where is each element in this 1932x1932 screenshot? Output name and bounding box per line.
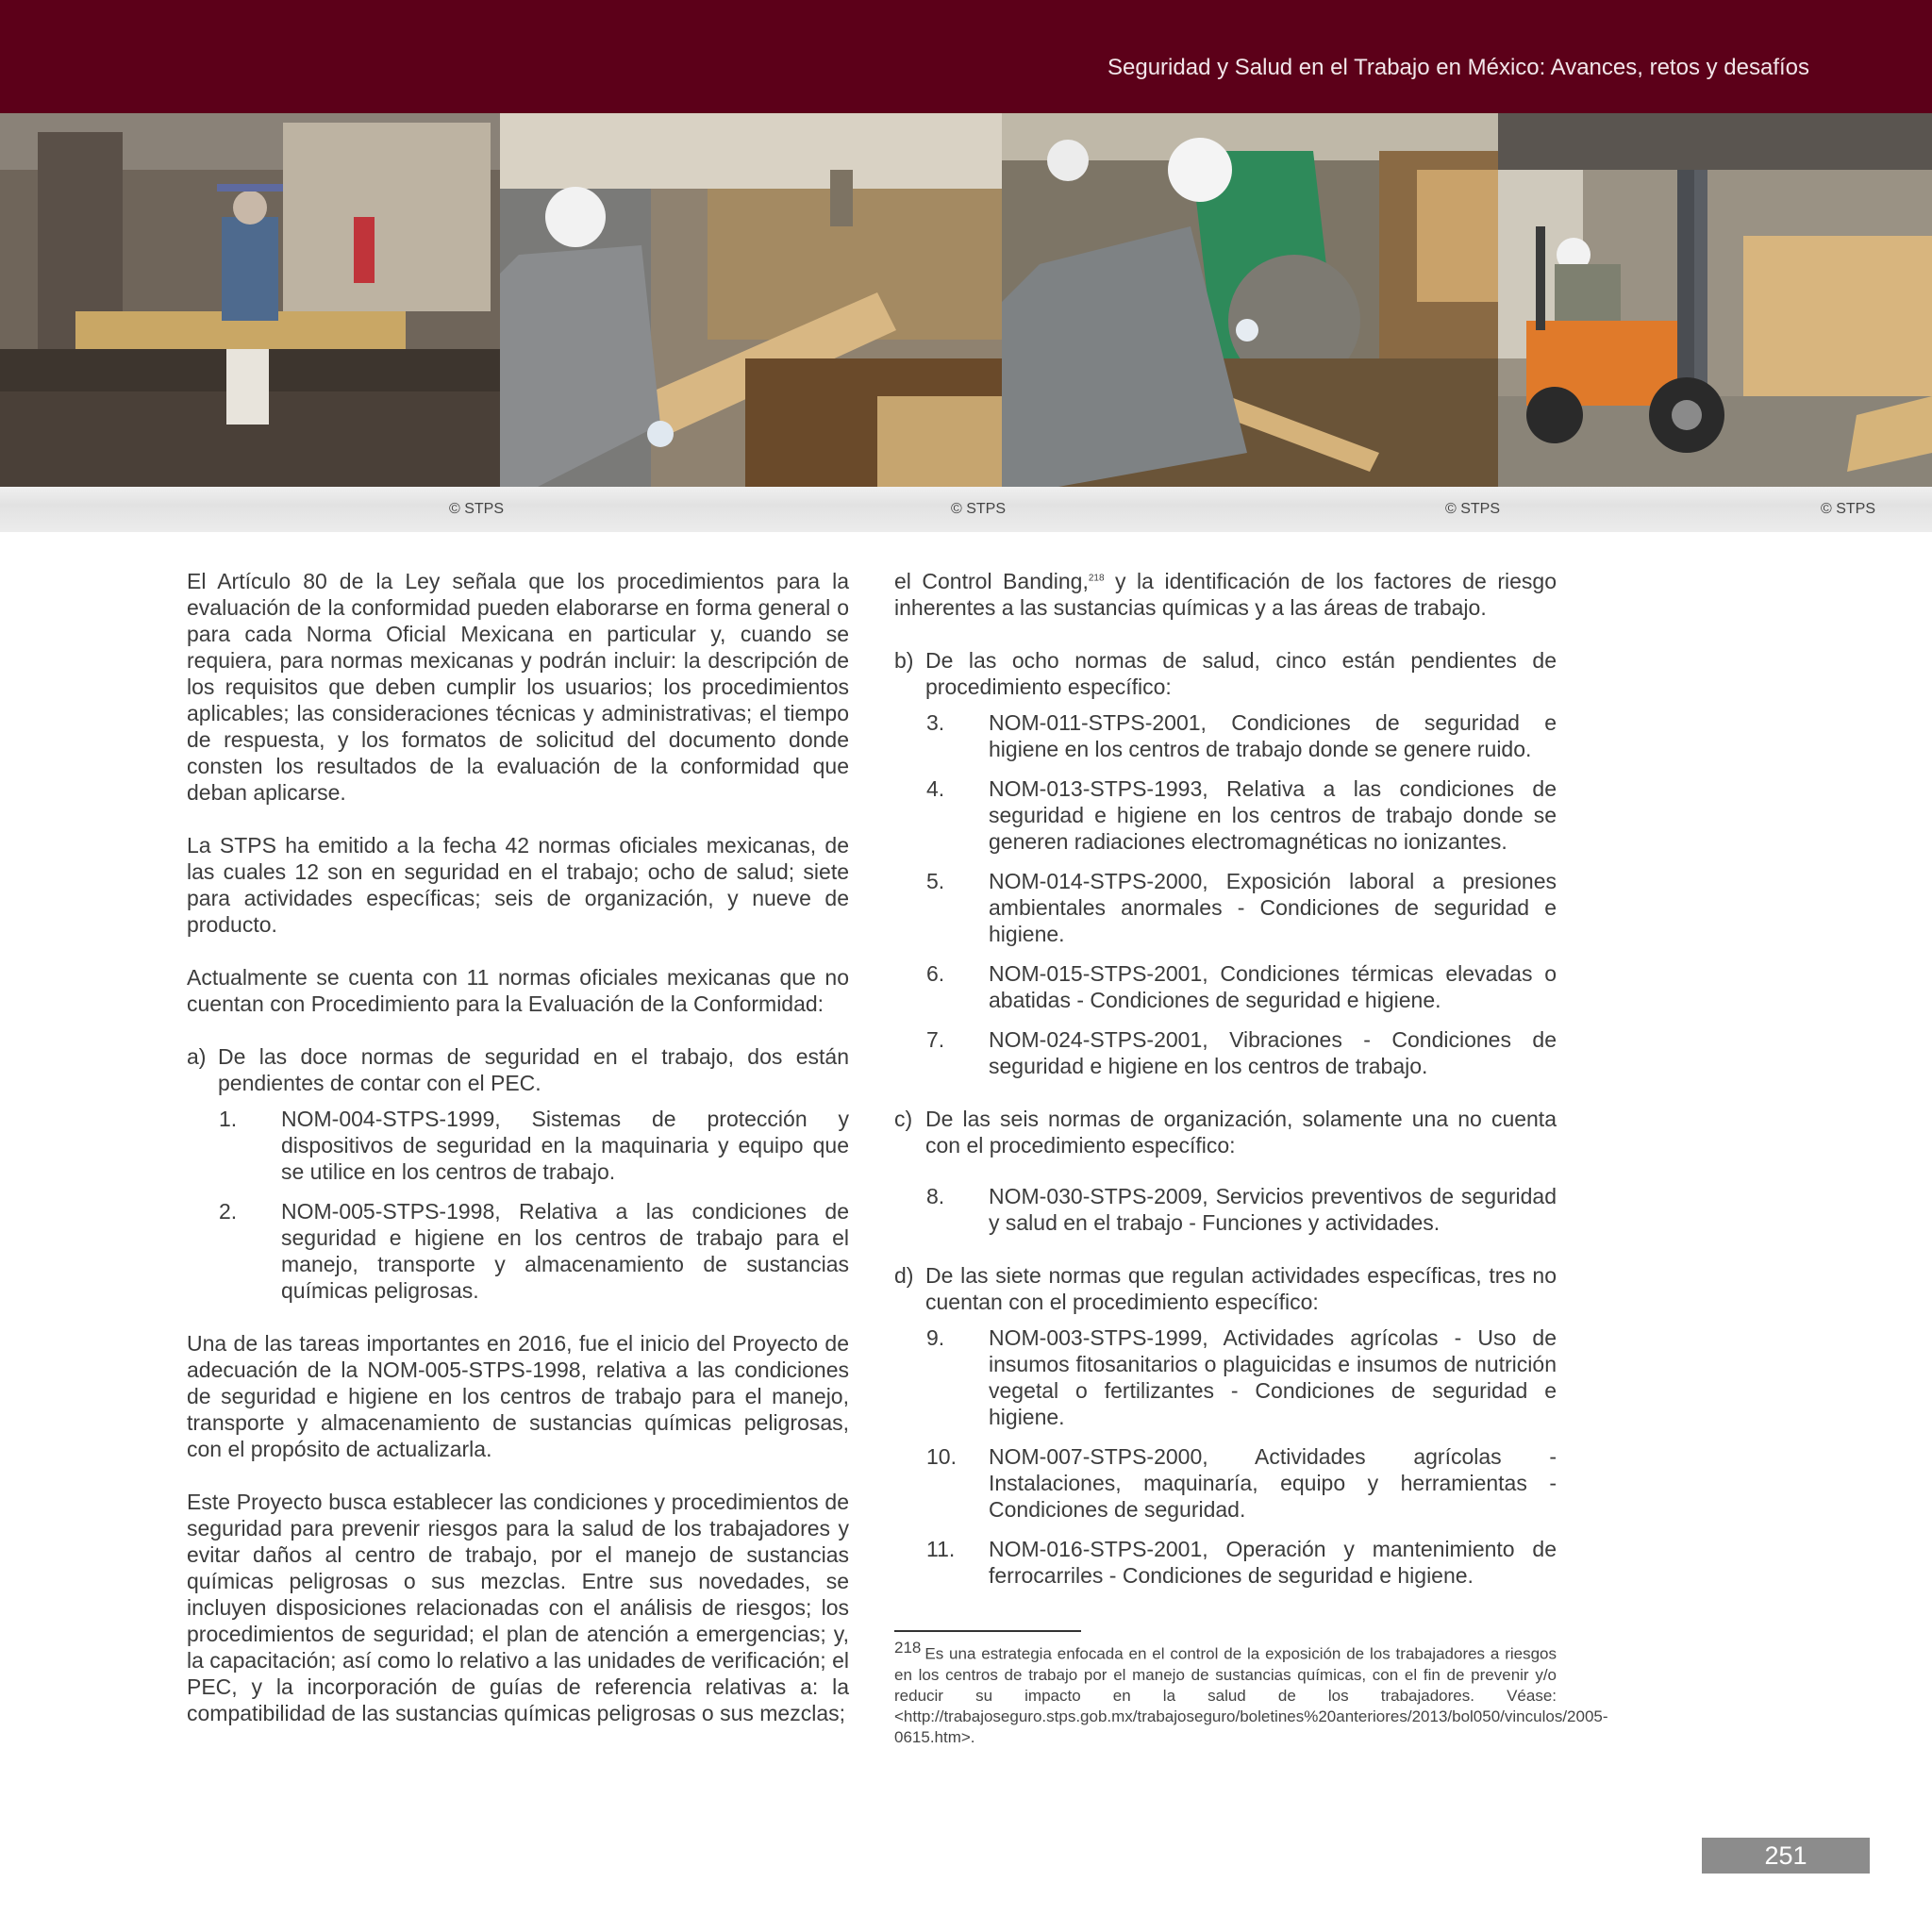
list-c-intro (894, 1106, 1557, 1158)
paragraph: Actualmente se cuenta con 11 normas oficiales mexicanas que no cuentan con Procedimiento para la Evaluación de la Conformidad: (187, 965, 849, 1016)
photo-credit: © STPS (951, 501, 1007, 517)
right-column (894, 568, 1557, 1602)
photo-credit: © STPS (449, 501, 505, 517)
list-item-number: 7. (926, 1027, 945, 1052)
footnote-number: 218 (894, 1639, 922, 1657)
list-letter: b) (894, 648, 914, 673)
list-item-text: NOM-003-STPS-1999, Actividades agrícolas - Uso de insumos fitosanitarios o plaguicidas e insumos de nutrición vegetal o fertilizantes - Condiciones de seguridad e higiene. (989, 1325, 1557, 1429)
list-item-number: 10. (926, 1444, 957, 1469)
list-item-text: NOM-004-STPS-1999, Sistemas de protección y dispositivos de seguridad en la maquinaria y equipo que se utilice en los centros de trabajo. (281, 1107, 849, 1184)
footnote-text: Es una estrategia enfocada en el control de la exposición de los trabajadores a riesgos en los centros de trabajo por el manejo de sustancias químicas, con el fin de prevenir y/o reducir su impacto en la salud de los trabajadores. Véase: <http://trabajoseguro.stps.gob.mx/trabajoseguro/boletines%20anteriores/2013/bol050/vinculos/2005-0615.htm>. (894, 1644, 1608, 1746)
paragraph: El Artículo 80 de la Ley señala que los procedimientos para la evaluación de la conformidad pueden elaborarse en forma general o para cada Norma Oficial Mexicana en particular y, cuando se requiera, para normas mexicanas y podrán incluir: la descripción de los requisitos que deben cumplir los usuarios; los procedimientos aplicables; las consideraciones técnicas y administrativas; el tiempo de respuesta, y los formatos de solicitud del documento donde consten los resultados de la evaluación de la conformidad que deban aplicarse. (187, 569, 849, 805)
paragraph: Este Proyecto busca establecer las condiciones y procedimientos de seguridad para prevenir riesgos para la salud de los trabajadores y evitar daños al centro de trabajo, por el manejo de sustancias químicas peligrosas o sus mezclas. Entre sus novedades, se incluyen disposiciones relacionadas con el análisis de riesgos; los procedimientos de seguridad; el plan de atención a emergencias; y, la capacitación; así como lo relativo a las unidades de verificación; el PEC, y la incorporación de guías de referencia relativas a: la compatibilidad de las sustancias químicas peligrosas o sus mezclas; (187, 1490, 849, 1725)
header-band (0, 0, 1932, 113)
list-item-number: 4. (926, 776, 945, 801)
paragraph: Una de las tareas importantes en 2016, fue el inicio del Proyecto de adecuación de la NOM-005-STPS-1998, relativa a las condiciones de seguridad e higiene en los centros de trabajo para el manejo, transporte y almacenamiento de sustancias químicas peligrosas, con el propósito de actualizarla. (187, 1331, 849, 1461)
list-item-text: NOM-024-STPS-2001, Vibraciones - Condiciones de seguridad e higiene en los centros de trabajo. (989, 1027, 1557, 1078)
list-item (894, 960, 1557, 1013)
list-item-number: 8. (926, 1184, 945, 1208)
footnote-divider (894, 1630, 1081, 1632)
list-item-text: NOM-015-STPS-2001, Condiciones térmicas elevadas o abatidas - Condiciones de seguridad e higiene. (989, 961, 1557, 1012)
list-item (894, 868, 1557, 947)
list-item-text: NOM-005-STPS-1998, Relativa a las condiciones de seguridad e higiene en los centros de trabajo para el manejo, transporte y almacenamiento de sustancias químicas peligrosas. (281, 1199, 849, 1303)
list-item-text: NOM-014-STPS-2000, Exposición laboral a presiones ambientales anormales - Condiciones de seguridad e higiene. (989, 869, 1557, 946)
list-b-intro (894, 647, 1557, 700)
list-item-text: NOM-013-STPS-1993, Relativa a las condiciones de seguridad e higiene en los centros de trabajo donde se generen radiaciones electromagnéticas no ionizantes. (989, 776, 1557, 854)
photo-forklift (1498, 113, 1932, 487)
photo-strip (0, 113, 1932, 487)
page-number: 251 (1764, 1841, 1807, 1870)
left-column (187, 568, 849, 1753)
list-item-text: NOM-030-STPS-2009, Servicios preventivos de seguridad y salud en el trabajo - Funciones y actividades. (989, 1184, 1557, 1235)
photo-credit: © STPS (1445, 501, 1501, 517)
list-item (894, 1536, 1557, 1589)
list-d-intro (894, 1262, 1557, 1315)
page-number-box (1702, 1838, 1870, 1874)
list-item (894, 709, 1557, 762)
list-item-text: NOM-007-STPS-2000, Actividades agrícolas - Instalaciones, maquinaría, equipo y herramientas - Condiciones de seguridad. (989, 1444, 1557, 1522)
list-item-number: 2. (219, 1199, 238, 1224)
list-item-text: NOM-016-STPS-2001, Operación y mantenimiento de ferrocarriles - Condiciones de seguridad e higiene. (989, 1537, 1557, 1588)
photo-worker-timber (500, 113, 1002, 487)
list-item-number: 5. (926, 869, 945, 893)
list-item-number: 1. (219, 1107, 238, 1131)
list-intro-text: De las ocho normas de salud, cinco están pendientes de procedimiento específico: (925, 648, 1557, 699)
list-item (187, 1198, 849, 1304)
list-intro-text: De las doce normas de seguridad en el trabajo, dos están pendientes de contar con el PEC. (218, 1044, 849, 1095)
photo-worker-board (0, 113, 500, 487)
list-letter: d) (894, 1263, 914, 1288)
list-intro-text: De las seis normas de organización, solamente una no cuenta con el procedimiento específico: (925, 1107, 1557, 1158)
photo-credit-bar (0, 487, 1932, 532)
paragraph-text: y la identificación de los factores de riesgo inherentes a las sustancias químicas y a las áreas de trabajo. (894, 569, 1557, 620)
photo-worker-saw (1002, 113, 1498, 487)
list-item (894, 1183, 1557, 1236)
list-item (894, 1443, 1557, 1523)
list-item-number: 3. (926, 710, 945, 735)
list-letter: c) (894, 1107, 913, 1131)
list-item (894, 1026, 1557, 1079)
list-intro-text: De las siete normas que regulan actividades específicas, tres no cuentan con el procedimiento específico: (925, 1263, 1557, 1314)
footnote-ref: 218 (1088, 573, 1105, 584)
list-item-number: 6. (926, 961, 945, 986)
list-letter: a) (187, 1044, 207, 1069)
footnote (894, 1638, 1608, 1748)
paragraph (894, 568, 1557, 621)
paragraph: La STPS ha emitido a la fecha 42 normas oficiales mexicanas, de las cuales 12 son en seguridad en el trabajo; ocho de salud; siete para actividades específicas; seis de organización, y nueve de producto. (187, 833, 849, 937)
list-item (187, 1106, 849, 1185)
list-item-text: NOM-011-STPS-2001, Condiciones de seguridad e higiene en los centros de trabajo donde se genere ruido. (989, 710, 1557, 761)
list-item (894, 1324, 1557, 1430)
paragraph-text: el Control Banding, (894, 569, 1089, 593)
list-a-intro (187, 1043, 849, 1096)
list-item (894, 775, 1557, 855)
list-item-number: 9. (926, 1325, 945, 1350)
photo-credit: © STPS (1821, 501, 1876, 517)
running-header-title: Seguridad y Salud en el Trabajo en México: Avances, retos y desafíos (1108, 55, 1809, 80)
list-item-number: 11. (926, 1537, 956, 1561)
